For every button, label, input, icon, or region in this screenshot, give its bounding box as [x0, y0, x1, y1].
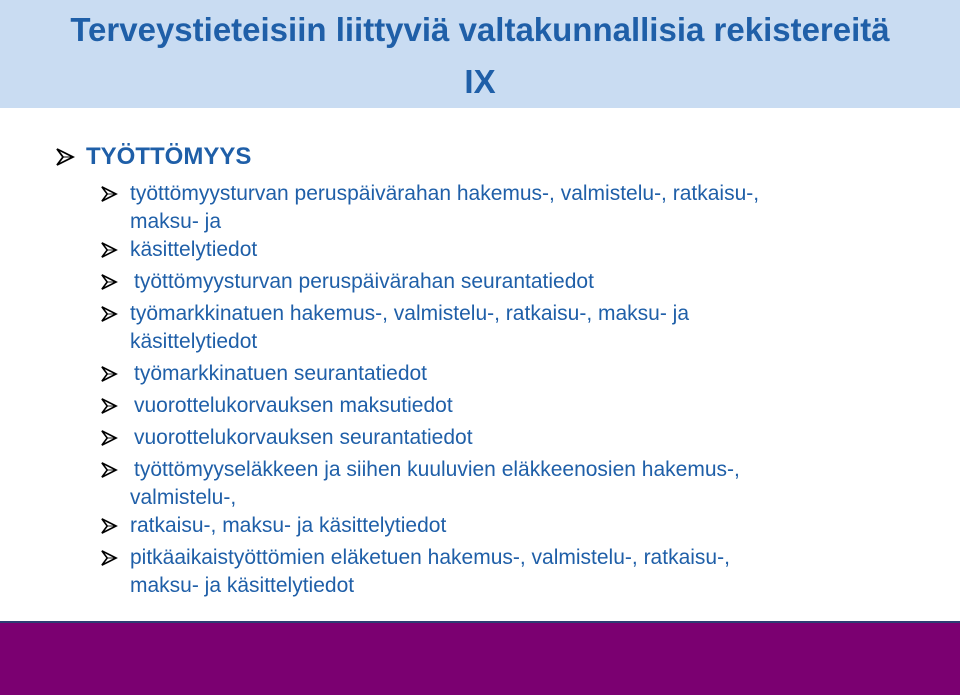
- arrowhead-bullet-icon: [100, 518, 118, 534]
- heading-row: [0, 142, 960, 172]
- list-item-line: ratkaisu-, maksu- ja käsittelytiedot: [130, 514, 447, 537]
- list-item: [0, 456, 960, 512]
- list-item: [0, 424, 960, 454]
- arrowhead-bullet-icon: [55, 148, 75, 166]
- list-item: [0, 236, 960, 266]
- list-item-line: työttömyysturvan peruspäivärahan hakemus-, valmistelu-, ratkaisu-,: [130, 182, 760, 205]
- slide-footer-bar: [0, 621, 960, 695]
- list-item: [0, 512, 960, 542]
- slide-title-line-2: IX: [464, 63, 496, 100]
- list-item: [0, 392, 960, 422]
- list-item: [0, 360, 960, 390]
- list-item-line: valmistelu-,: [130, 486, 237, 509]
- list-item: [0, 180, 960, 236]
- list-item: [0, 544, 960, 600]
- list-item-line: työttömyysturvan peruspäivärahan seurantatiedot: [134, 270, 594, 293]
- list-item-line: maksu- ja käsittelytiedot: [130, 574, 355, 597]
- list-item-line: pitkäaikaistyöttömien eläketuen hakemus-, valmistelu-, ratkaisu-,: [130, 546, 730, 569]
- list-item-line: työttömyyseläkkeen ja siihen kuuluvien eläkkeenosien hakemus-,: [134, 458, 740, 481]
- arrowhead-bullet-icon: [100, 398, 118, 414]
- arrowhead-bullet-icon: [100, 462, 118, 478]
- list-item-line: käsittelytiedot: [130, 330, 258, 353]
- slide-title-line-1: Terveystieteisiin liittyviä valtakunnallisia rekistereitä: [70, 11, 890, 48]
- slide-header: [0, 0, 960, 108]
- list-item-line: käsittelytiedot: [130, 238, 258, 261]
- list-item-line: vuorottelukorvauksen maksutiedot: [134, 394, 453, 417]
- section-heading: TYÖTTÖMYYS: [86, 143, 252, 170]
- list-item-line: työmarkkinatuen hakemus-, valmistelu-, ratkaisu-, maksu- ja: [130, 302, 690, 325]
- list-item-line: vuorottelukorvauksen seurantatiedot: [134, 426, 473, 449]
- arrowhead-bullet-icon: [100, 274, 118, 290]
- list-item: [0, 268, 960, 298]
- slide-content: [0, 108, 960, 618]
- arrowhead-bullet-icon: [100, 186, 118, 202]
- list-item: [0, 300, 960, 356]
- arrowhead-bullet-icon: [100, 430, 118, 446]
- arrowhead-bullet-icon: [100, 366, 118, 382]
- list-item-line: työmarkkinatuen seurantatiedot: [134, 362, 428, 385]
- arrowhead-bullet-icon: [100, 242, 118, 258]
- arrowhead-bullet-icon: [100, 306, 118, 322]
- arrowhead-bullet-icon: [100, 550, 118, 566]
- list-item-line: maksu- ja: [130, 210, 222, 233]
